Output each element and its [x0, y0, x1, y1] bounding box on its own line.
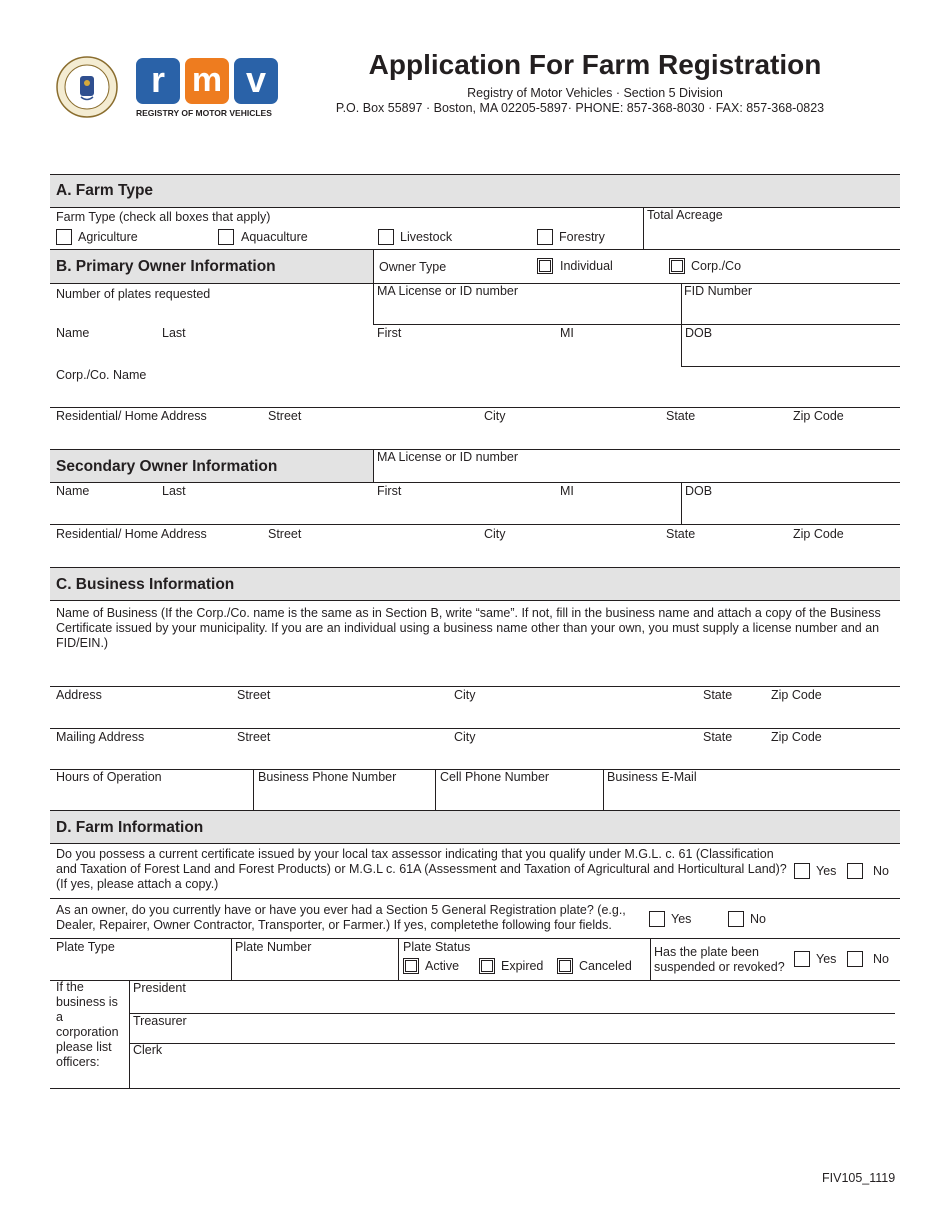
active-checkbox[interactable] — [403, 958, 419, 974]
section5-no-label: No — [750, 912, 766, 926]
livestock-label: Livestock — [400, 230, 453, 244]
business-phone-label[interactable]: Business Phone Number — [258, 770, 397, 784]
agency-line: Registry of Motor Vehicles · Section 5 Division — [467, 86, 723, 100]
res-street-label[interactable]: Street — [268, 409, 302, 423]
secondary-owner-title: Secondary Owner Information — [56, 458, 278, 475]
secondary-city-label[interactable]: City — [484, 527, 506, 541]
active-label: Active — [425, 959, 460, 973]
secondary-dob-label[interactable]: DOB — [685, 484, 713, 498]
mailing-street-label[interactable]: Street — [237, 730, 271, 744]
suspended-no-checkbox[interactable] — [847, 951, 863, 967]
tax-cert-yes-label: Yes — [816, 864, 837, 878]
secondary-state-label[interactable]: State — [666, 527, 696, 541]
livestock-checkbox[interactable] — [378, 229, 394, 245]
secondary-mi-label[interactable]: MI — [560, 484, 574, 498]
secondary-address-label: Residential/ Home Address — [56, 527, 207, 541]
plate-number-label[interactable]: Plate Number — [235, 940, 312, 954]
form-id: FIV105_1119 — [822, 1171, 896, 1185]
hours-label[interactable]: Hours of Operation — [56, 770, 162, 784]
tax-cert-yes-checkbox[interactable] — [794, 863, 810, 879]
tax-cert-no-checkbox[interactable] — [847, 863, 863, 879]
individual-checkbox[interactable] — [537, 258, 553, 274]
first-name-label[interactable]: First — [377, 326, 402, 340]
section-a-title: A. Farm Type — [56, 182, 154, 199]
individual-label: Individual — [560, 259, 613, 273]
business-street-label[interactable]: Street — [237, 688, 271, 702]
suspended-question: Has the plate been suspended or revoked? — [654, 945, 785, 974]
address-line: P.O. Box 55897 · Boston, MA 02205-5897· PHONE: 857-368-8030 · FAX: 857-368-0823 — [335, 101, 825, 115]
aquaculture-checkbox[interactable] — [218, 229, 234, 245]
mailing-zip-label[interactable]: Zip Code — [771, 730, 822, 744]
tax-certificate-question: Do you possess a current certificate issued by your local tax assessor indicating that you qualify under M.G.L. c. 61 (Classification and Taxation of Forest Land and Forest Products) or M.G.L c. 61A (Assessment and Taxation of Agricultural and Horticultural Land)? (If yes, please attach a copy.) — [56, 847, 787, 891]
section-d-title: D. Farm Information — [56, 819, 204, 836]
mailing-city-label[interactable]: City — [454, 730, 476, 744]
suspended-yes-checkbox[interactable] — [794, 951, 810, 967]
business-address-label: Address — [56, 688, 102, 702]
section5-yes-label: Yes — [671, 912, 692, 926]
forestry-checkbox[interactable] — [537, 229, 553, 245]
total-acreage-label[interactable]: Total Acreage — [647, 208, 723, 222]
last-name-label[interactable]: Last — [162, 326, 186, 340]
state-seal — [56, 56, 118, 118]
owner-type-label: Owner Type — [379, 260, 447, 274]
plate-status-label: Plate Status — [403, 940, 471, 954]
res-city-label[interactable]: City — [484, 409, 506, 423]
rmv-logo — [136, 58, 280, 118]
officers-note: If the business is a corporation please list officers: — [56, 980, 119, 1069]
res-state-label[interactable]: State — [666, 409, 696, 423]
president-label[interactable]: President — [133, 981, 186, 995]
dob-label[interactable]: DOB — [685, 326, 713, 340]
ma-license-label[interactable]: MA License or ID number — [377, 284, 519, 298]
canceled-checkbox[interactable] — [557, 958, 573, 974]
corp-name-label[interactable]: Corp./Co. Name — [56, 368, 147, 382]
secondary-zip-label[interactable]: Zip Code — [793, 527, 844, 541]
logo-caption: REGISTRY OF MOTOR VEHICLES — [136, 108, 272, 118]
business-city-label[interactable]: City — [454, 688, 476, 702]
farm-type-label: Farm Type (check all boxes that apply) — [56, 210, 271, 224]
mailing-address-label: Mailing Address — [56, 730, 145, 744]
res-address-label: Residential/ Home Address — [56, 409, 207, 423]
secondary-ma-license-label[interactable]: MA License or ID number — [377, 450, 519, 464]
section-b-title: B. Primary Owner Information — [56, 258, 276, 275]
section5-yes-checkbox[interactable] — [649, 911, 665, 927]
cell-phone-label[interactable]: Cell Phone Number — [440, 770, 550, 784]
treasurer-label[interactable]: Treasurer — [133, 1014, 187, 1028]
section-a-band — [50, 174, 900, 208]
business-state-label[interactable]: State — [703, 688, 733, 702]
page-title: Application For Farm Registration — [368, 49, 822, 80]
plates-requested-label[interactable]: Number of plates requested — [56, 287, 211, 301]
tax-cert-no-label: No — [873, 864, 889, 878]
suspended-yes-label: Yes — [816, 952, 837, 966]
section-c-title: C. Business Information — [56, 576, 235, 593]
business-email-label[interactable]: Business E-Mail — [607, 770, 697, 784]
clerk-label[interactable]: Clerk — [133, 1043, 163, 1057]
secondary-name-label: Name — [56, 484, 90, 498]
agriculture-checkbox[interactable] — [56, 229, 72, 245]
aquaculture-label: Aquaculture — [241, 230, 308, 244]
suspended-no-label: No — [873, 952, 889, 966]
secondary-last-label[interactable]: Last — [162, 484, 186, 498]
mailing-state-label[interactable]: State — [703, 730, 733, 744]
secondary-street-label[interactable]: Street — [268, 527, 302, 541]
forestry-label: Forestry — [559, 230, 605, 244]
logo-letter-r: r — [136, 58, 180, 104]
res-zip-label[interactable]: Zip Code — [793, 409, 844, 423]
business-zip-label[interactable]: Zip Code — [771, 688, 822, 702]
section5-plate-question: As an owner, do you currently have or have you ever had a Section 5 General Registration plate? (e.g., Dealer, Repairer, Owner Contractor, Transporter, or Farmer.) If yes, completethe following four fields. — [56, 903, 626, 932]
corp-label: Corp./Co — [691, 259, 742, 273]
canceled-label: Canceled — [579, 959, 632, 973]
expired-checkbox[interactable] — [479, 958, 495, 974]
logo-letter-m: m — [185, 58, 229, 104]
secondary-first-label[interactable]: First — [377, 484, 402, 498]
agriculture-label: Agriculture — [78, 230, 138, 244]
section5-no-checkbox[interactable] — [728, 911, 744, 927]
logo-letter-v: v — [234, 58, 278, 104]
plate-type-label[interactable]: Plate Type — [56, 940, 115, 954]
name-label: Name — [56, 326, 90, 340]
fid-number-label[interactable]: FID Number — [684, 284, 753, 298]
business-name-instructions[interactable]: Name of Business (If the Corp./Co. name is the same as in Section B, write “same”. If not, fill in the business name and attach a copy of the Business Certificate issued by your municipality. If you are an individual using a business name other than your own, you must supply a license number and an FID/EIN.) — [56, 606, 881, 650]
expired-label: Expired — [501, 959, 544, 973]
mi-label[interactable]: MI — [560, 326, 574, 340]
corp-checkbox[interactable] — [669, 258, 685, 274]
